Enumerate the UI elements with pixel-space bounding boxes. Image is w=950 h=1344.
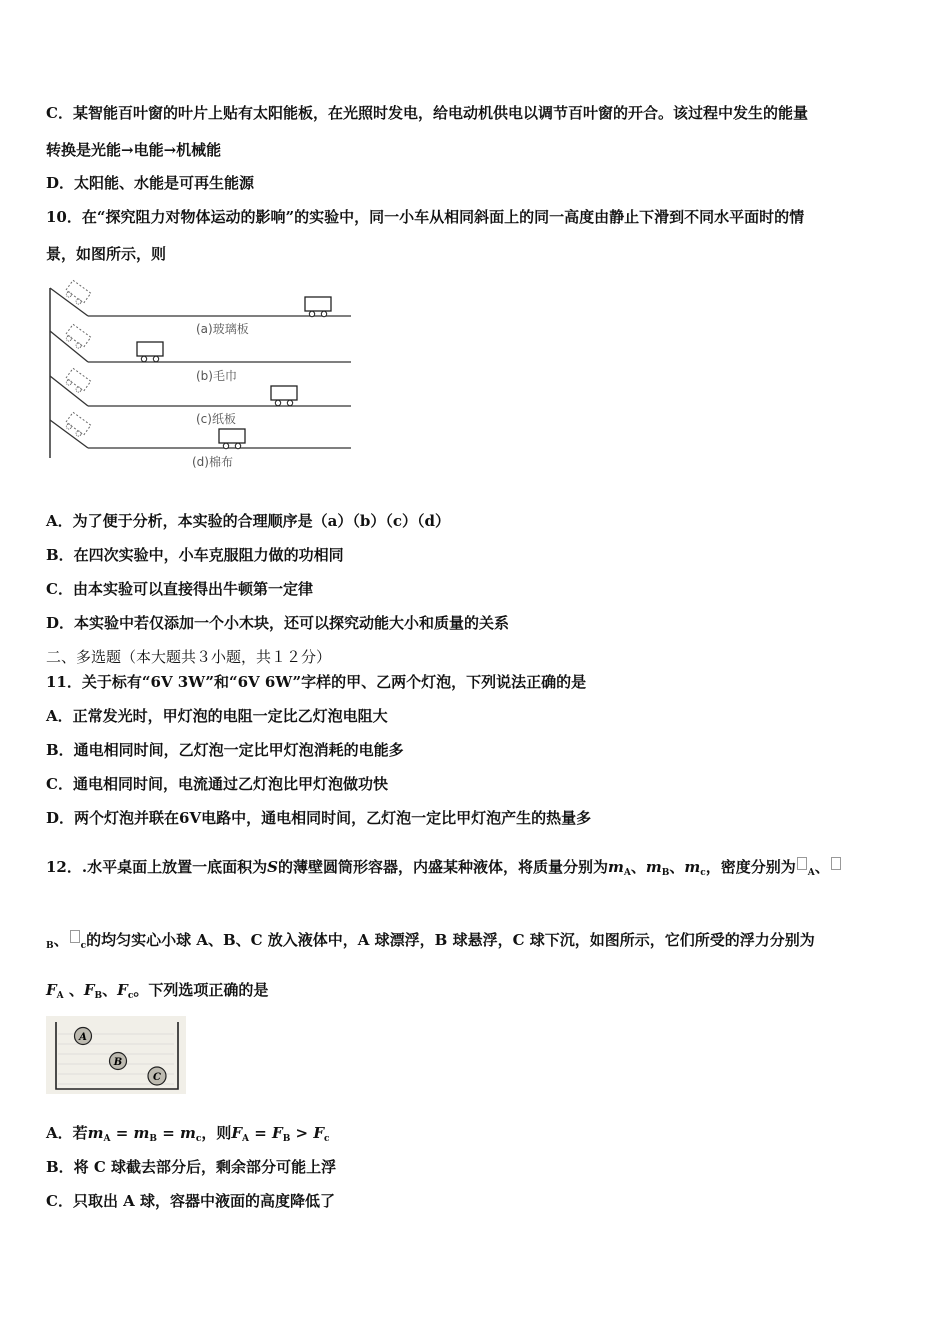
- q11-option-d: D．两个灯泡并联在6V电路中，通电相同时间，乙灯泡一定比甲灯泡产生的热量多: [46, 809, 592, 827]
- q12-container-figure: [46, 1016, 186, 1094]
- svg-text:B: B: [113, 1057, 123, 1068]
- cart-stop-b: [137, 342, 163, 362]
- q11-option-a: A．正常发光时，甲灯泡的电阻一定比乙灯泡电阻大: [46, 707, 388, 725]
- section-title-multiple-choice: 二、多选题（本大题共３小题，共１２分）: [46, 648, 332, 666]
- q12-stem-line3: $F_A$ 、$F_B$、$F_c$。下列选项正确的是: [46, 981, 269, 1001]
- cart-start-b: [63, 324, 90, 350]
- ball-b: [110, 1053, 127, 1070]
- q10-stem-line2: 景，如图所示，则: [46, 245, 167, 263]
- q11-option-c: C．通电相同时间，电流通过乙灯泡比甲灯泡做功快: [46, 775, 388, 793]
- cart-start-a: [63, 280, 90, 306]
- q12-option-b: B．将 C 球截去部分后，剩余部分可能上浮: [46, 1158, 337, 1176]
- q10-option-a: A．为了便于分析，本实验的合理顺序是（a）（b）（c）（d）: [46, 512, 450, 530]
- ball-a: [75, 1028, 92, 1045]
- q10-option-b: B．在四次实验中，小车克服阻力做的功相同: [46, 546, 344, 564]
- q10-stem-line1: 10．在“探究阻力对物体运动的影响”的实验中，同一小车从相同斜面上的同一高度由静止下滑到不同水平面时的情: [46, 208, 805, 226]
- cart-stop-d: [219, 429, 245, 449]
- cart-stop-a: [305, 297, 331, 317]
- q10-incline-figure: [46, 276, 356, 476]
- q12-option-c: C．只取出 A 球，容器中液面的高度降低了: [46, 1192, 336, 1210]
- ball-c: [148, 1067, 166, 1085]
- figure-label-c: (c)纸板: [196, 412, 236, 426]
- q11-option-b: B．通电相同时间，乙灯泡一定比甲灯泡消耗的电能多: [46, 741, 404, 759]
- cart-stop-c: [271, 386, 297, 406]
- svg-text:C: C: [153, 1072, 161, 1083]
- figure-label-a: (a)玻璃板: [196, 322, 249, 336]
- missing-glyph-icon: [797, 857, 807, 870]
- figure-label-b: (b)毛巾: [196, 369, 237, 383]
- track-a: [50, 280, 351, 336]
- missing-glyph-icon: [831, 857, 841, 870]
- cart-start-d: [63, 412, 90, 438]
- q12-stem-line2: $_B$、 $_c$的均匀实心小球 A、B、C 放入液体中，A 球漂浮，B 球悬浮，C 球下沉，如图所示，它们所受的浮力分别为: [46, 931, 815, 951]
- svg-text:A: A: [79, 1032, 87, 1043]
- figure-label-d: (d)棉布: [192, 455, 233, 469]
- q12-stem-line1: 12．.水平桌面上放置一底面积为S的薄壁圆筒形容器，内盛某种液体，将质量分别为$m_A$、$m_B$、$m_c$，密度分别为 $_A$、: [46, 857, 842, 883]
- missing-glyph-icon: [70, 930, 80, 943]
- q12-option-a: A．若$m_A = m_B = m_c$，则$F_A = F_B > F_c$: [46, 1124, 330, 1144]
- q9-option-d: D．太阳能、水能是可再生能源: [46, 174, 255, 192]
- q9-option-c-line1: C．某智能百叶窗的叶片上贴有太阳能板，在光照时发电，给电动机供电以调节百叶窗的开合。该过程中发生的能量: [46, 104, 808, 122]
- q11-stem: 11．关于标有“6V 3W”和“6V 6W”字样的甲、乙两个灯泡，下列说法正确的是: [46, 673, 587, 691]
- cart-start-c: [63, 368, 90, 394]
- q10-option-c: C．由本实验可以直接得出牛顿第一定律: [46, 580, 313, 598]
- q9-option-c-line2: 转换是光能→电能→机械能: [46, 141, 222, 159]
- q10-option-d: D．本实验中若仅添加一个小木块，还可以探究动能大小和质量的关系: [46, 614, 510, 632]
